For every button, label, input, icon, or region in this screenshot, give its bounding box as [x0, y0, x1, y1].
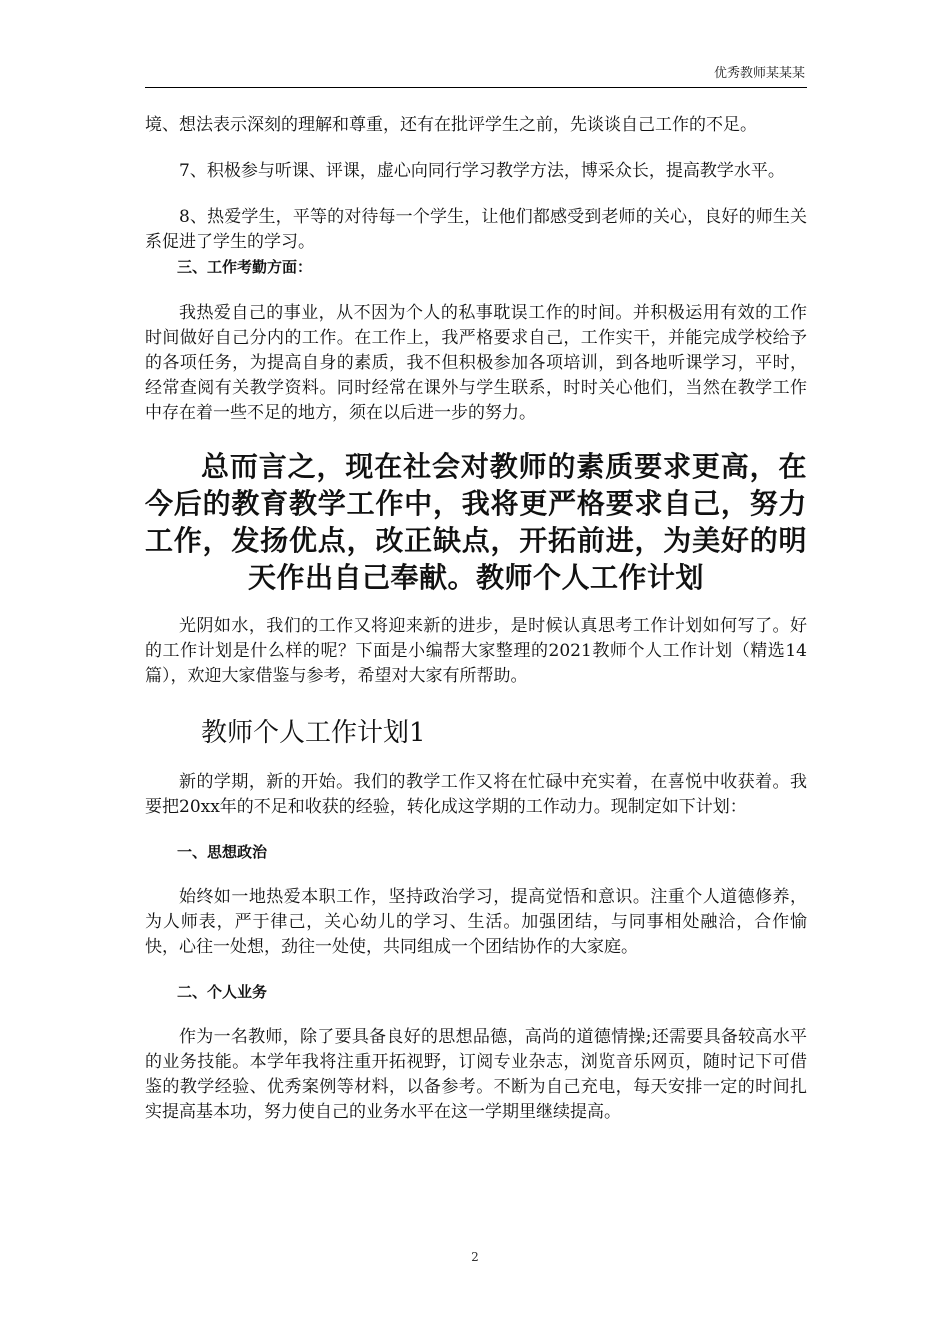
header-divider: [145, 87, 807, 88]
paragraph-attendance: 我热爱自己的事业，从不因为个人的私事耽误工作的时间。并积极运用有效的工作时间做好自己分内的工作。在工作上，我严格要求自己，工作实干，并能完成学校给予的各项任务，为提高自身的素质，我不但积极参加各项培训，到各地听课学习，平时，经常查阅有关教学资料。同时经常在课外与学生联系，时时关心他们，当然在教学工作中存在着一些不足的地方，须在以后进一步的努力。: [145, 303, 807, 423]
page-header: 优秀教师某某某: [713, 66, 805, 81]
page-number: 2: [471, 1250, 479, 1264]
paragraph-item-8: 8、热爱学生，平等的对待每一个学生，让他们都感受到老师的关心，良好的师生关系促进了学生的学习。: [145, 207, 807, 252]
paragraph-business: 作为一名教师，除了要具备良好的思想品德，高尚的道德情操;还需要具备较高水平的业务技能。本学年我将注重开拓视野，订阅专业杂志，浏览音乐网页，随时记下可借鉴的教学经验、优秀案例等材料，以备参考。不断为自己充电，每天安排一定的时间扎实提高基本功，努力使自己的业务水平在这一学期里继续提高。: [145, 1027, 807, 1122]
section-heading-attendance: 三、工作考勤方面：: [177, 258, 313, 276]
section-heading-business: 二、个人业务: [177, 983, 268, 1001]
paragraph-intro: 光阴如水，我们的工作又将迎来新的进步，是时候认真思考工作计划如何写了。好的工作计划是什么样的呢？下面是小编帮大家整理的2021教师个人工作计划（精选14篇），欢迎大家借鉴与参考，希望对大家有所帮助。: [145, 616, 807, 686]
paragraph-continued: 境、想法表示深刻的理解和尊重，还有在批评学生之前，先谈谈自己工作的不足。: [145, 115, 757, 135]
paragraph-plan-intro: 新的学期，新的开始。我们的教学工作又将在忙碌中充实着，在喜悦中收获着。我要把20xx年的不足和收获的经验，转化成这学期的工作动力。现制定如下计划：: [145, 772, 807, 817]
paragraph-politics: 始终如一地热爱本职工作，坚持政治学习，提高觉悟和意识。注重个人道德修养，为人师表，严于律己，关心幼儿的学习、生活。加强团结，与同事相处融洽，合作愉快，心往一处想，劲往一处使，共同组成一个团结协作的大家庭。: [145, 887, 807, 957]
plan-title: 教师个人工作计划1: [201, 718, 426, 748]
summary-heading: 总而言之，现在社会对教师的素质要求更高，在今后的教育教学工作中，我将更严格要求自己，努力工作，发扬优点，改正缺点，开拓前进，为美好的明天作出自己奉献。教师个人工作计划: [145, 450, 807, 594]
paragraph-item-7: 7、积极参与听课、评课，虚心向同行学习教学方法，博采众长，提高教学水平。: [179, 161, 785, 181]
section-heading-politics: 一、思想政治: [177, 843, 268, 861]
document-body: [145, 113, 807, 1125]
